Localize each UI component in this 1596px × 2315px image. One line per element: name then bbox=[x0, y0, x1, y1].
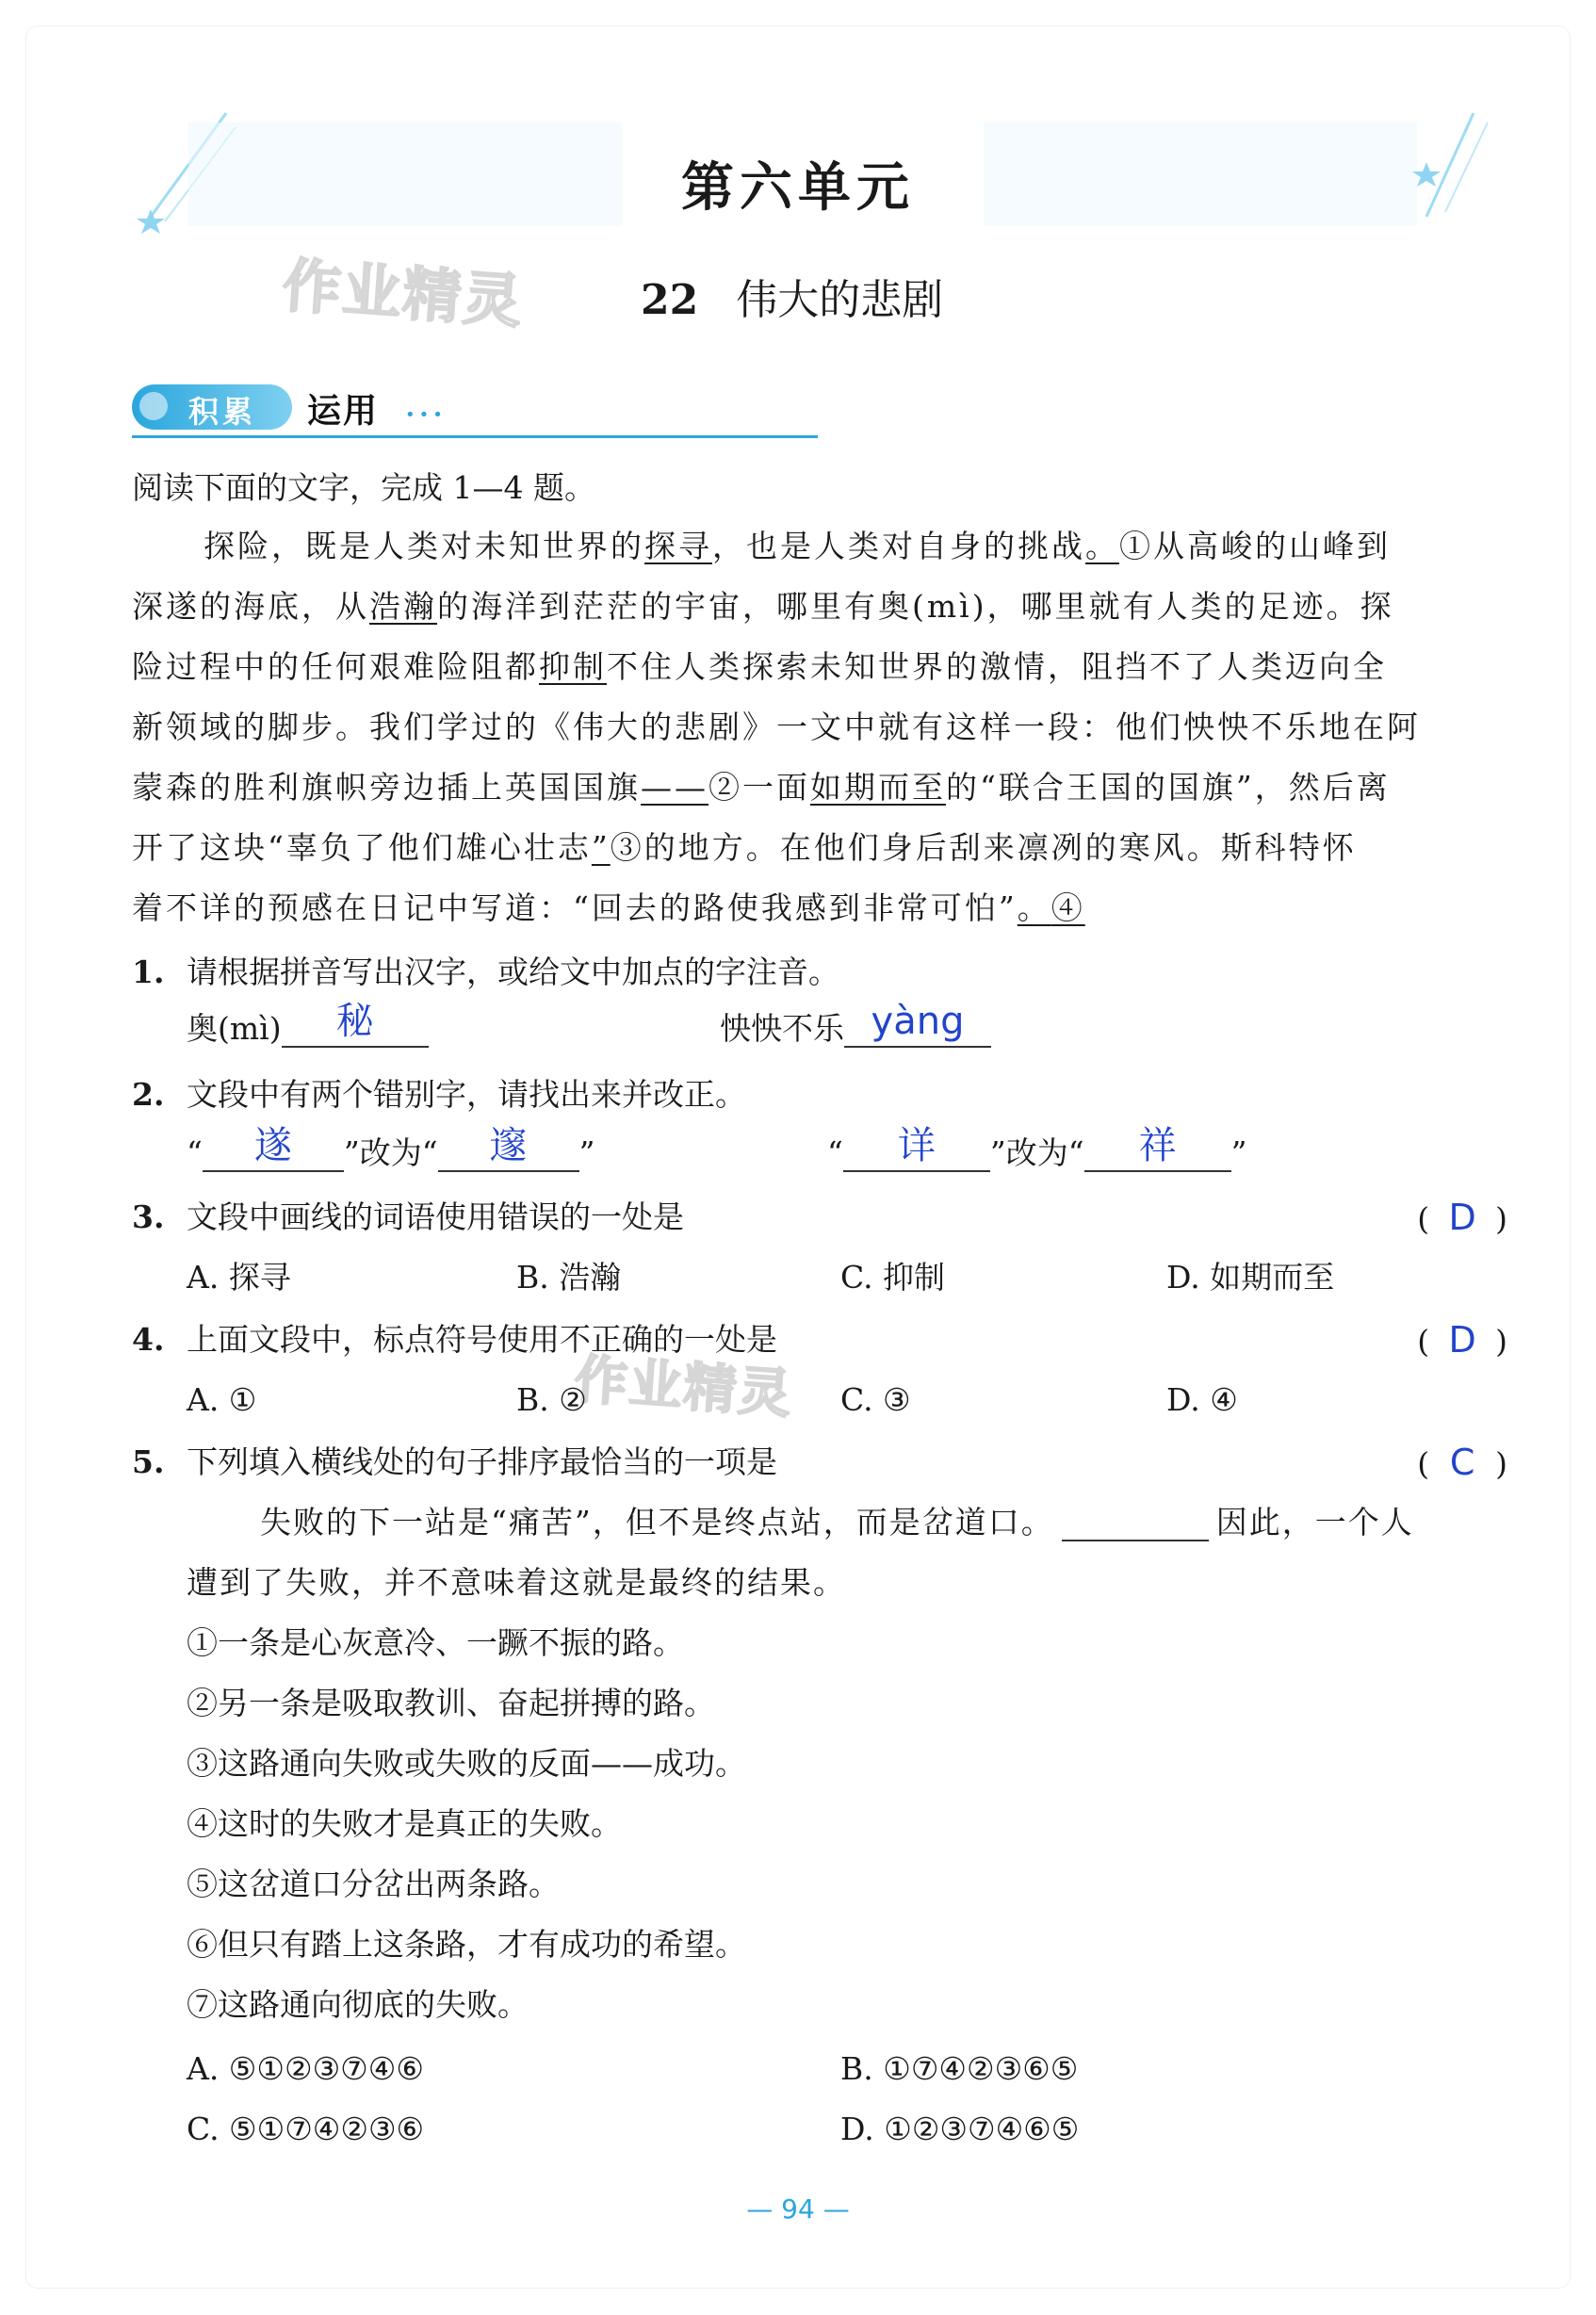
q5-sentence-5: ⑤这岔道口分岔出两条路。 bbox=[187, 1866, 560, 1902]
q5-option-b: B. ①⑦④②③⑥⑤ bbox=[840, 2050, 1079, 2087]
q4-option-c: C. ③ bbox=[840, 1381, 911, 1418]
passage-line: 新领域的脚步。我们学过的《伟大的悲剧》一文中就有这样一段：他们怏怏不乐地在阿 bbox=[132, 709, 1421, 745]
q1-answer-2: yàng bbox=[871, 1000, 965, 1043]
section-badge-label: 积累 bbox=[188, 394, 257, 430]
q5-sentence-4: ④这时的失败才是真正的失败。 bbox=[187, 1805, 622, 1842]
q4-option-b: B. ② bbox=[516, 1381, 587, 1418]
q5-sentence-2: ②另一条是吸取教训、奋起拼搏的路。 bbox=[187, 1685, 715, 1721]
section-title: 运用 bbox=[307, 392, 380, 431]
q3-option-d: D. 如期而至 bbox=[1166, 1259, 1335, 1296]
lesson-name: 伟大的悲剧 bbox=[736, 276, 944, 324]
q1-item-2: 怏怏不乐 yàng bbox=[720, 1010, 991, 1048]
section-underline bbox=[132, 435, 818, 438]
lesson-title bbox=[641, 266, 943, 326]
passage-line: 着不详的预感在日记中写道：“回去的路使我感到非常可怕”。④ bbox=[132, 889, 1085, 926]
q3-option-c: C. 抑制 bbox=[840, 1259, 946, 1296]
underlined-word: 如期而至 bbox=[810, 769, 946, 806]
section-dots-icon: ••• bbox=[405, 405, 447, 425]
passage-line: 蒙森的胜利旗帜旁边插上英国国旗——②一面如期而至的“联合王国的国旗”，然后离 bbox=[132, 769, 1391, 806]
q1-answer-1: 秘 bbox=[335, 1000, 374, 1043]
question-2: 2. 文段中有两个错别字，请找出来并改正。 bbox=[132, 1076, 746, 1113]
lesson-number: 22 bbox=[641, 276, 699, 324]
page-number: — 94 — bbox=[746, 2193, 850, 2225]
q5-answer: C bbox=[1449, 1442, 1475, 1483]
passage-line: 险过程中的任何艰难险阻都抑制不住人类探索未知世界的激情，阻挡不了人类迈向全 bbox=[132, 648, 1387, 685]
q4-answer-bracket: ( D ) bbox=[1417, 1319, 1507, 1361]
q3-answer-bracket: ( D ) bbox=[1417, 1197, 1507, 1238]
watermark-middle: 作业精灵 bbox=[572, 1348, 795, 1426]
q5-option-c: C. ⑤①⑦④②③⑥ bbox=[187, 2111, 425, 2147]
q5-text-line-1: 失败的下一站是“痛苦”，但不是终点站，而是岔道口。 因此，一个人 bbox=[260, 1504, 1414, 1541]
section-badge bbox=[132, 384, 292, 430]
badge-bubble-icon bbox=[139, 392, 168, 420]
passage-body bbox=[132, 516, 1507, 938]
question-5: 5. 下列填入横线处的句子排序最恰当的一项是 bbox=[132, 1443, 777, 1480]
underlined-word: 探寻 bbox=[644, 528, 712, 564]
q3-option-a: A. 探寻 bbox=[187, 1259, 291, 1296]
q5-option-d: D. ①②③⑦④⑥⑤ bbox=[840, 2111, 1080, 2147]
q5-sentence-6: ⑥但只有踏上这条路，才有成功的希望。 bbox=[187, 1926, 746, 1963]
q5-answer-bracket: ( C ) bbox=[1417, 1442, 1507, 1483]
passage-line: 探险，既是人类对未知世界的探寻，也是人类对自身的挑战。①从高峻的山峰到 bbox=[204, 528, 1391, 564]
question-1: 1. 请根据拼音写出汉字，或给文中加点的字注音。 bbox=[132, 954, 839, 990]
section-header bbox=[132, 381, 818, 437]
q2-pair-2: “ 详 ”改为“ 祥 ” bbox=[827, 1124, 1247, 1171]
q2-pair-1: “ 遂 ”改为“ 邃 ” bbox=[187, 1124, 595, 1171]
q5-sentence-1: ①一条是心灰意冷、一蹶不振的路。 bbox=[187, 1624, 684, 1661]
q4-answer: D bbox=[1448, 1319, 1476, 1361]
q2-right-1: 邃 bbox=[489, 1124, 528, 1167]
passage-line: 开了这块“辜负了他们雄心壮志”③的地方。在他们身后刮来凛冽的寒风。斯科特怀 bbox=[132, 829, 1357, 866]
q5-sentence-7: ⑦这路通向彻底的失败。 bbox=[187, 1986, 529, 2023]
q4-option-a: A. ① bbox=[187, 1381, 257, 1418]
q2-wrong-2: 详 bbox=[897, 1124, 936, 1167]
passage-intro: 阅读下面的文字，完成 1—4 题。 bbox=[132, 469, 595, 506]
q5-text-line-2: 遭到了失败，并不意味着这就是最终的结果。 bbox=[187, 1564, 846, 1601]
q4-option-d: D. ④ bbox=[1166, 1381, 1238, 1418]
q5-sentence-3: ③这路通向失败或失败的反面——成功。 bbox=[187, 1745, 746, 1782]
passage-line: 深遂的海底，从浩瀚的海洋到茫茫的宇宙，哪里有奥(mì)，哪里就有人类的足迹。探 bbox=[132, 588, 1394, 625]
q3-option-b: B. 浩瀚 bbox=[516, 1259, 622, 1296]
unit-title: 第六单元 bbox=[681, 157, 915, 219]
q1-item-1: 奥(mì) 秘 bbox=[187, 1010, 429, 1048]
q2-wrong-1: 遂 bbox=[253, 1124, 292, 1167]
q2-right-2: 祥 bbox=[1138, 1124, 1177, 1167]
question-4: 4. 上面文段中，标点符号使用不正确的一处是 bbox=[132, 1321, 777, 1358]
q3-answer: D bbox=[1448, 1197, 1476, 1238]
underlined-word: 抑制 bbox=[539, 648, 607, 685]
q5-option-a: A. ⑤①②③⑦④⑥ bbox=[187, 2050, 424, 2087]
underlined-word: 浩瀚 bbox=[369, 588, 437, 625]
question-3: 3. 文段中画线的词语使用错误的一处是 bbox=[132, 1198, 684, 1235]
watermark-top: 作业精灵 bbox=[280, 251, 526, 336]
